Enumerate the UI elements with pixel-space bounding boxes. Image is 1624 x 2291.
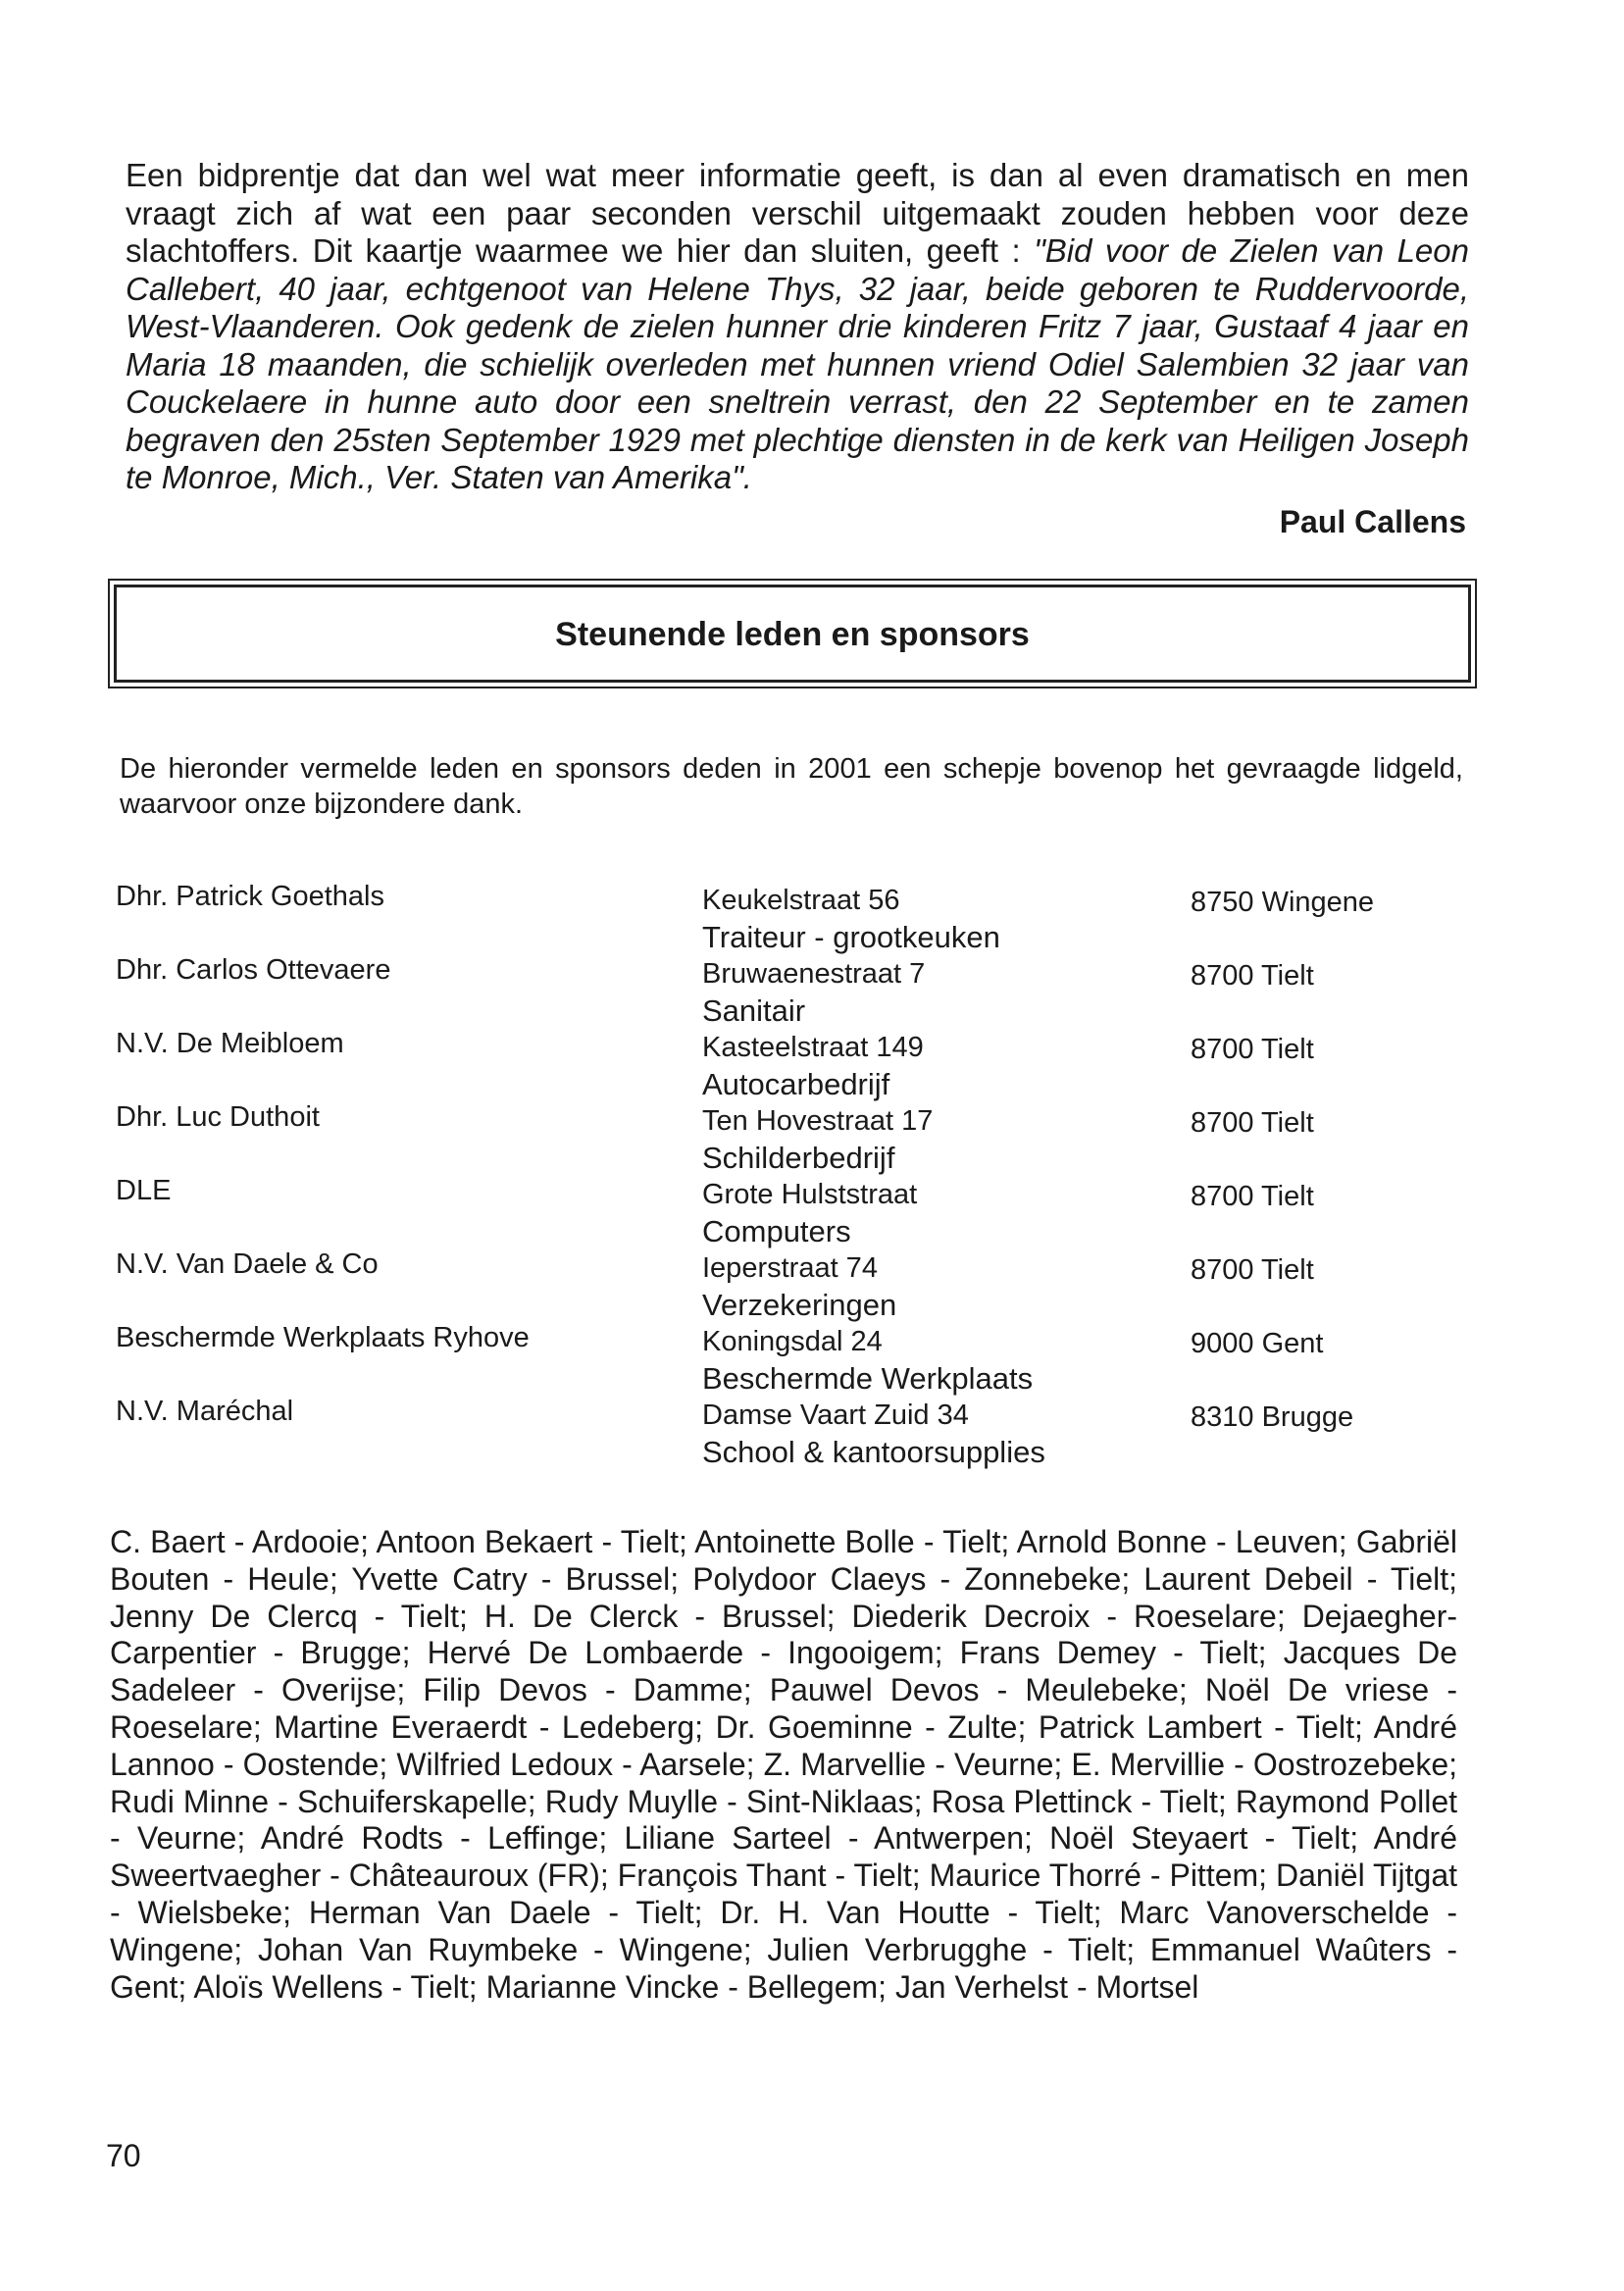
- section-header-box: [108, 579, 1477, 688]
- article-text: Een bidprentje dat dan wel wat meer informatie geeft, is dan al even dramatisch en men vraagt zich af wat een paar seconden verschil uitgemaakt zouden hebben voor deze slachtoffers. Dit kaartje waarmee we hier dan sluiten, geeft :: [126, 157, 1469, 269]
- sponsor-street: Koningsdal 24: [702, 1326, 883, 1357]
- section-title: Steunende leden en sponsors: [555, 616, 1030, 653]
- sponsor-name: Beschermde Werkplaats Ryhove: [116, 1322, 530, 1353]
- sponsor-street: Keukelstraat 56: [702, 885, 900, 916]
- sponsor-street: Damse Vaart Zuid 34: [702, 1400, 969, 1431]
- article-paragraph: [126, 157, 1469, 497]
- sponsor-city: 8700 Tielt: [1191, 1107, 1314, 1139]
- sponsor-activity: Traiteur - grootkeuken: [702, 920, 1000, 954]
- sponsor-street: Ten Hovestraat 17: [702, 1105, 934, 1137]
- supporting-members-list: C. Baert - Ardooie; Antoon Bekaert - Tielt; Antoinette Bolle - Tielt; Arnold Bonne - Leuven; Gabriël Bouten - Heule; Yvette Catry - Brussel; Polydoor Claeys - Zonnebeke; Laurent Debeil - Tielt; Jenny De Clercq - Tielt; H. De Clerck - Brussel; Diederik Decroix - Roeselare; Dejaegher-Carpentier - Brugge; Hervé De Lombaerde - Ingooigem; Frans Demey - Tielt; Jacques De Sadeleer - Overijse; Filip Devos - Damme; Pauwel Devos - Meulebeke; Noël De vriese - Roeselare; Martine Everaerdt - Ledeberg; Dr. Goeminne - Zulte; Patrick Lambert - Tielt; André Lannoo - Oostende; Wilfried Ledoux - Aarsele; Z. Marvellie - Veurne; E. Mervillie - Oostrozebeke; Rudi Minne - Schuiferskapelle; Rudy Muylle - Sint-Niklaas; Rosa Plettinck - Tielt; Raymond Pollet - Veurne; André Rodts - Leffinge; Liliane Sarteel - Antwerpen; Noël Steyaert - Tielt; André Sweertvaegher - Châteauroux (FR); François Thant - Tielt; Maurice Thorré - Pittem; Daniël Tijtgat - Wielsbeke; Herman Van Daele - Tielt; Dr. H. Van Houtte - Tielt; Marc Vanoverschelde - Wingene; Johan Van Ruymbeke - Wingene; Julien Verbrugghe - Tielt; Emmanuel Waûters - Gent; Aloïs Wellens - Tielt; Marianne Vincke - Bellegem; Jan Verhelst - Mortsel: [110, 1524, 1457, 2005]
- sponsor-activity: Computers: [702, 1214, 851, 1248]
- sponsor-name: Dhr. Luc Duthoit: [116, 1101, 320, 1133]
- sponsor-city: 8700 Tielt: [1191, 1034, 1314, 1065]
- sponsor-city: 8700 Tielt: [1191, 1181, 1314, 1212]
- sponsor-street: Ieperstraat 74: [702, 1252, 878, 1284]
- sponsor-name: Dhr. Patrick Goethals: [116, 881, 384, 912]
- sponsor-name: N.V. De Meibloem: [116, 1028, 344, 1059]
- sponsor-street: Bruwaenestraat 7: [702, 958, 926, 990]
- sponsor-row: [116, 1028, 1469, 1101]
- sponsor-name: DLE: [116, 1175, 172, 1206]
- sponsor-row: [116, 954, 1469, 1028]
- sponsor-row: [116, 1248, 1469, 1322]
- sponsor-city: 8310 Brugge: [1191, 1401, 1354, 1433]
- sponsor-activity: Verzekeringen: [702, 1288, 897, 1322]
- sponsor-city: 8700 Tielt: [1191, 1254, 1314, 1286]
- sponsor-row: [116, 1396, 1469, 1469]
- sponsor-row: [116, 881, 1469, 954]
- sponsor-street: Grote Hulststraat: [702, 1179, 918, 1210]
- sponsor-name: Dhr. Carlos Ottevaere: [116, 954, 391, 986]
- sponsor-row: [116, 1175, 1469, 1248]
- sponsor-activity: Sanitair: [702, 993, 806, 1028]
- page-number: 70: [106, 2138, 141, 2173]
- section-intro: De hieronder vermelde leden en sponsors deden in 2001 een schepje bovenop het gevraagde lidgeld, waarvoor onze bijzondere dank.: [120, 753, 1463, 820]
- sponsor-city: 8750 Wingene: [1191, 887, 1375, 918]
- sponsor-activity: School & kantoorsupplies: [702, 1435, 1045, 1469]
- memorial-card-quote: "Bid voor de Zielen van Leon Callebert, 40 jaar, echtgenoot van Helene Thys, 32 jaar, beide geboren te Ruddervoorde, West-Vlaanderen. Ook gedenk de zielen hunner drie kinderen Fritz 7 jaar, Gustaaf 4 jaar en Maria 18 maanden, die schielijk overleden met hunnen vriend Odiel Salembien 32 jaar van Couckelaere in hunne auto door een sneltrein verrast, den 22 September en te zamen begraven den 25sten September 1929 met plechtige diensten in de kerk van Heiligen Joseph te Monroe, Mich., Ver. Staten van Amerika".: [126, 232, 1469, 495]
- sponsor-activity: Beschermde Werkplaats: [702, 1361, 1034, 1396]
- sponsor-activity: Schilderbedrijf: [702, 1141, 895, 1175]
- article-author: Paul Callens: [1279, 504, 1466, 539]
- sponsor-table: [116, 881, 1469, 1469]
- sponsor-activity: Autocarbedrijf: [702, 1067, 890, 1101]
- sponsor-name: N.V. Maréchal: [116, 1396, 294, 1427]
- sponsor-city: 8700 Tielt: [1191, 960, 1314, 992]
- sponsor-street: Kasteelstraat 149: [702, 1032, 924, 1063]
- sponsor-row: [116, 1322, 1469, 1396]
- sponsor-name: N.V. Van Daele & Co: [116, 1248, 379, 1280]
- sponsor-city: 9000 Gent: [1191, 1328, 1324, 1359]
- sponsor-row: [116, 1101, 1469, 1175]
